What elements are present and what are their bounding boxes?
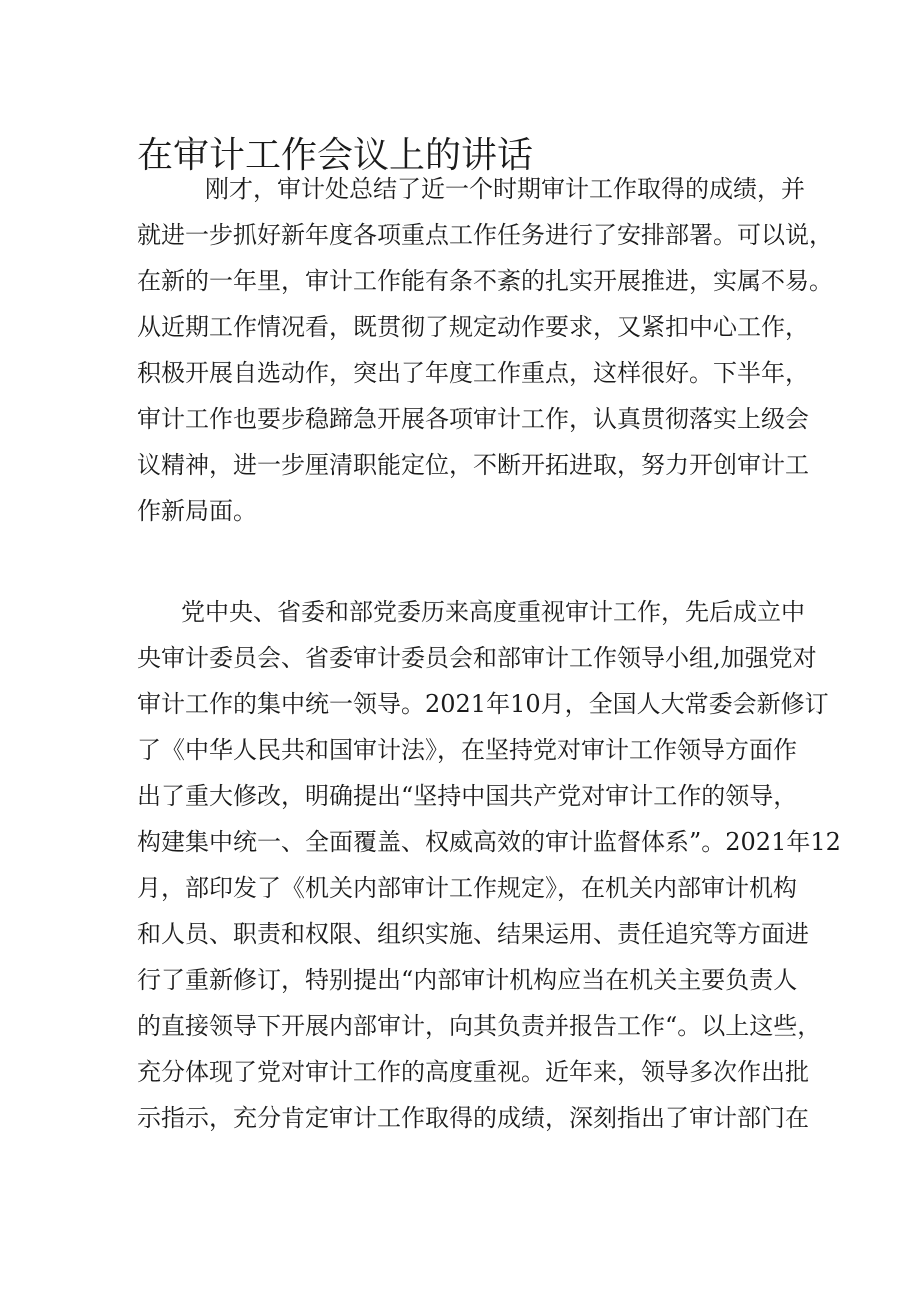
- paragraph-line: 央审计委员会、省委审计委员会和部审计工作领导小组,加强党对: [137, 644, 817, 672]
- paragraph-line: 刚才，审计处总结了近一个时期审计工作取得的成绩，并: [205, 175, 805, 203]
- paragraph-line: 积极开展自选动作，突出了年度工作重点，这样很好。下半年，: [137, 359, 809, 387]
- paragraph-line: 月，部印发了《机关内部审计工作规定》，在机关内部审计机构: [137, 874, 797, 902]
- paragraph-line: 从近期工作情况看，既贯彻了规定动作要求，又紧扣中心工作，: [137, 313, 809, 341]
- paragraph-line: 审计工作也要步稳蹄急开展各项审计工作，认真贯彻落实上级会: [137, 405, 809, 433]
- paragraph-2: [137, 589, 841, 1141]
- paragraph-line: 示指示，充分肯定审计工作取得的成绩，深刻指出了审计部门在: [137, 1104, 809, 1132]
- paragraph-line: 充分体现了党对审计工作的高度重视。近年来，领导多次作出批: [137, 1058, 809, 1086]
- paragraph-line: 议精神，进一步厘清职能定位，不断开拓进取，努力开创审计工: [137, 451, 809, 479]
- paragraph-line: 就进一步抓好新年度各项重点工作任务进行了安排部署。可以说，: [137, 221, 833, 249]
- paragraph-line: 行了重新修订，特别提出“内部审计机构应当在机关主要负责人: [137, 966, 798, 994]
- paragraph-line: 和人员、职责和权限、组织实施、结果运用、责任追究等方面进: [137, 920, 809, 948]
- paragraph-line: 在新的一年里，审计工作能有条不紊的扎实开展推进，实属不易。: [137, 267, 833, 295]
- document-title: 在审计工作会议上的讲话: [137, 135, 534, 176]
- paragraph-line: 党中央、省委和部党委历来高度重视审计工作，先后成立中: [181, 598, 805, 626]
- paragraph-line: 了《中华人民共和国审计法》，在坚持党对审计工作领导方面作: [137, 736, 797, 764]
- paragraph-line: 构建集中统一、全面覆盖、权威高效的审计监督体系”。2021年12: [137, 828, 841, 856]
- paragraph-line: 出了重大修改，明确提出“坚持中国共产党对审计工作的领导，: [137, 782, 798, 810]
- paragraph-line: 审计工作的集中统一领导。2021年10月，全国人大常委会新修订: [137, 690, 829, 718]
- paragraph-1: [137, 166, 833, 534]
- paragraph-line: 作新局面。: [137, 497, 257, 525]
- paragraph-line: 的直接领导下开展内部审计，向其负责并报告工作“。以上这些，: [137, 1012, 822, 1040]
